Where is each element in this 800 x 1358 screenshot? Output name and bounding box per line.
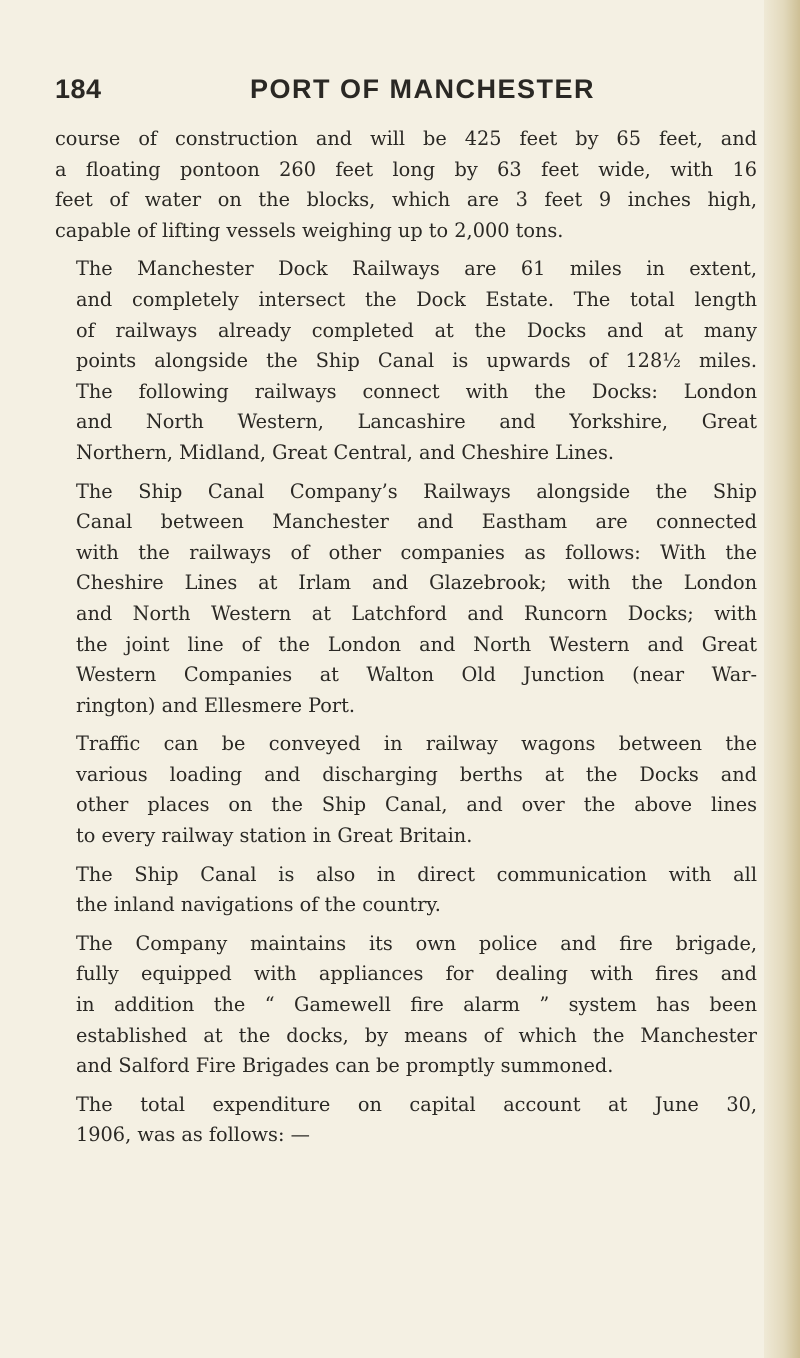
paragraph-inland-navigation [55, 860, 757, 921]
text-line: to every railway station in Great Britain. [76, 824, 473, 848]
paragraph-traffic [55, 729, 757, 851]
text-line: Traffic can be conveyed in railway wagons between the [76, 732, 757, 756]
paragraph-dock-railways [55, 254, 757, 468]
text-line: The Ship Canal Company’s Railways alongside the Ship [76, 479, 757, 503]
text-line: other places on the Ship Canal, and over the above lines [76, 793, 757, 817]
text-line: and completely intersect the Dock Estate. The total length [76, 287, 757, 311]
text-line: feet of water on the blocks, which are 3 feet 9 inches high, [55, 188, 757, 212]
text-line: fully equipped with appliances for dealing with fires and [76, 962, 757, 986]
text-line: The following railways connect with the Docks: London [76, 379, 757, 403]
text-line: established at the docks, by means of which the Manchester [76, 1023, 757, 1047]
text-line: course of construction and will be 425 feet by 65 feet, and [55, 127, 757, 150]
text-line: and North Western at Latchford and Runcorn Docks; with [76, 601, 757, 625]
paragraph-canal-railways [55, 477, 757, 722]
text-line: with the railways of other companies as follows: With the [76, 540, 757, 564]
running-title: PORT OF MANCHESTER [250, 74, 596, 104]
text-line: The total expenditure on capital account at June 30, [76, 1092, 757, 1116]
text-line: The Manchester Dock Railways are 61 miles in extent, [76, 257, 757, 281]
text-line: The Ship Canal is also in direct communication with all [76, 862, 757, 886]
text-line: and North Western, Lancashire and Yorkshire, Great [76, 410, 757, 434]
paragraph-police-fire-brigade [55, 929, 757, 1082]
text-line: and Salford Fire Brigades can be promptly summoned. [76, 1054, 614, 1078]
page-number: 184 [55, 74, 102, 104]
text-line: capable of lifting vessels weighing up to 2,000 tons. [55, 218, 564, 242]
text-line: of railways already completed at the Docks and at many [76, 318, 757, 342]
paragraph-dry-dock [55, 124, 757, 246]
text-line: the joint line of the London and North Western and Great [76, 632, 757, 656]
text-line: 1906, was as follows: — [76, 1123, 310, 1147]
text-line: Northern, Midland, Great Central, and Cheshire Lines. [76, 440, 614, 464]
text-line: points alongside the Ship Canal is upwards of 128½ miles. [76, 349, 757, 373]
text-line: the inland navigations of the country. [76, 893, 441, 917]
text-line: a floating pontoon 260 feet long by 63 feet wide, with 16 [55, 157, 757, 181]
page-edge-shadow [764, 0, 800, 1358]
text-line: various loading and discharging berths at the Docks and [76, 762, 757, 786]
text-line: Canal between Manchester and Eastham are connected [76, 510, 757, 534]
text-line: Western Companies at Walton Old Junction (near War- [76, 663, 757, 687]
paragraph-expenditure [55, 1090, 757, 1151]
text-line: Cheshire Lines at Irlam and Glazebrook; with the London [76, 571, 757, 595]
text-line: rington) and Ellesmere Port. [76, 693, 356, 717]
text-line: The Company maintains its own police and fire brigade, [76, 931, 757, 955]
body-text [55, 124, 757, 1151]
text-line: in addition the “ Gamewell fire alarm ” system has been [76, 993, 757, 1017]
page-header [55, 74, 755, 118]
